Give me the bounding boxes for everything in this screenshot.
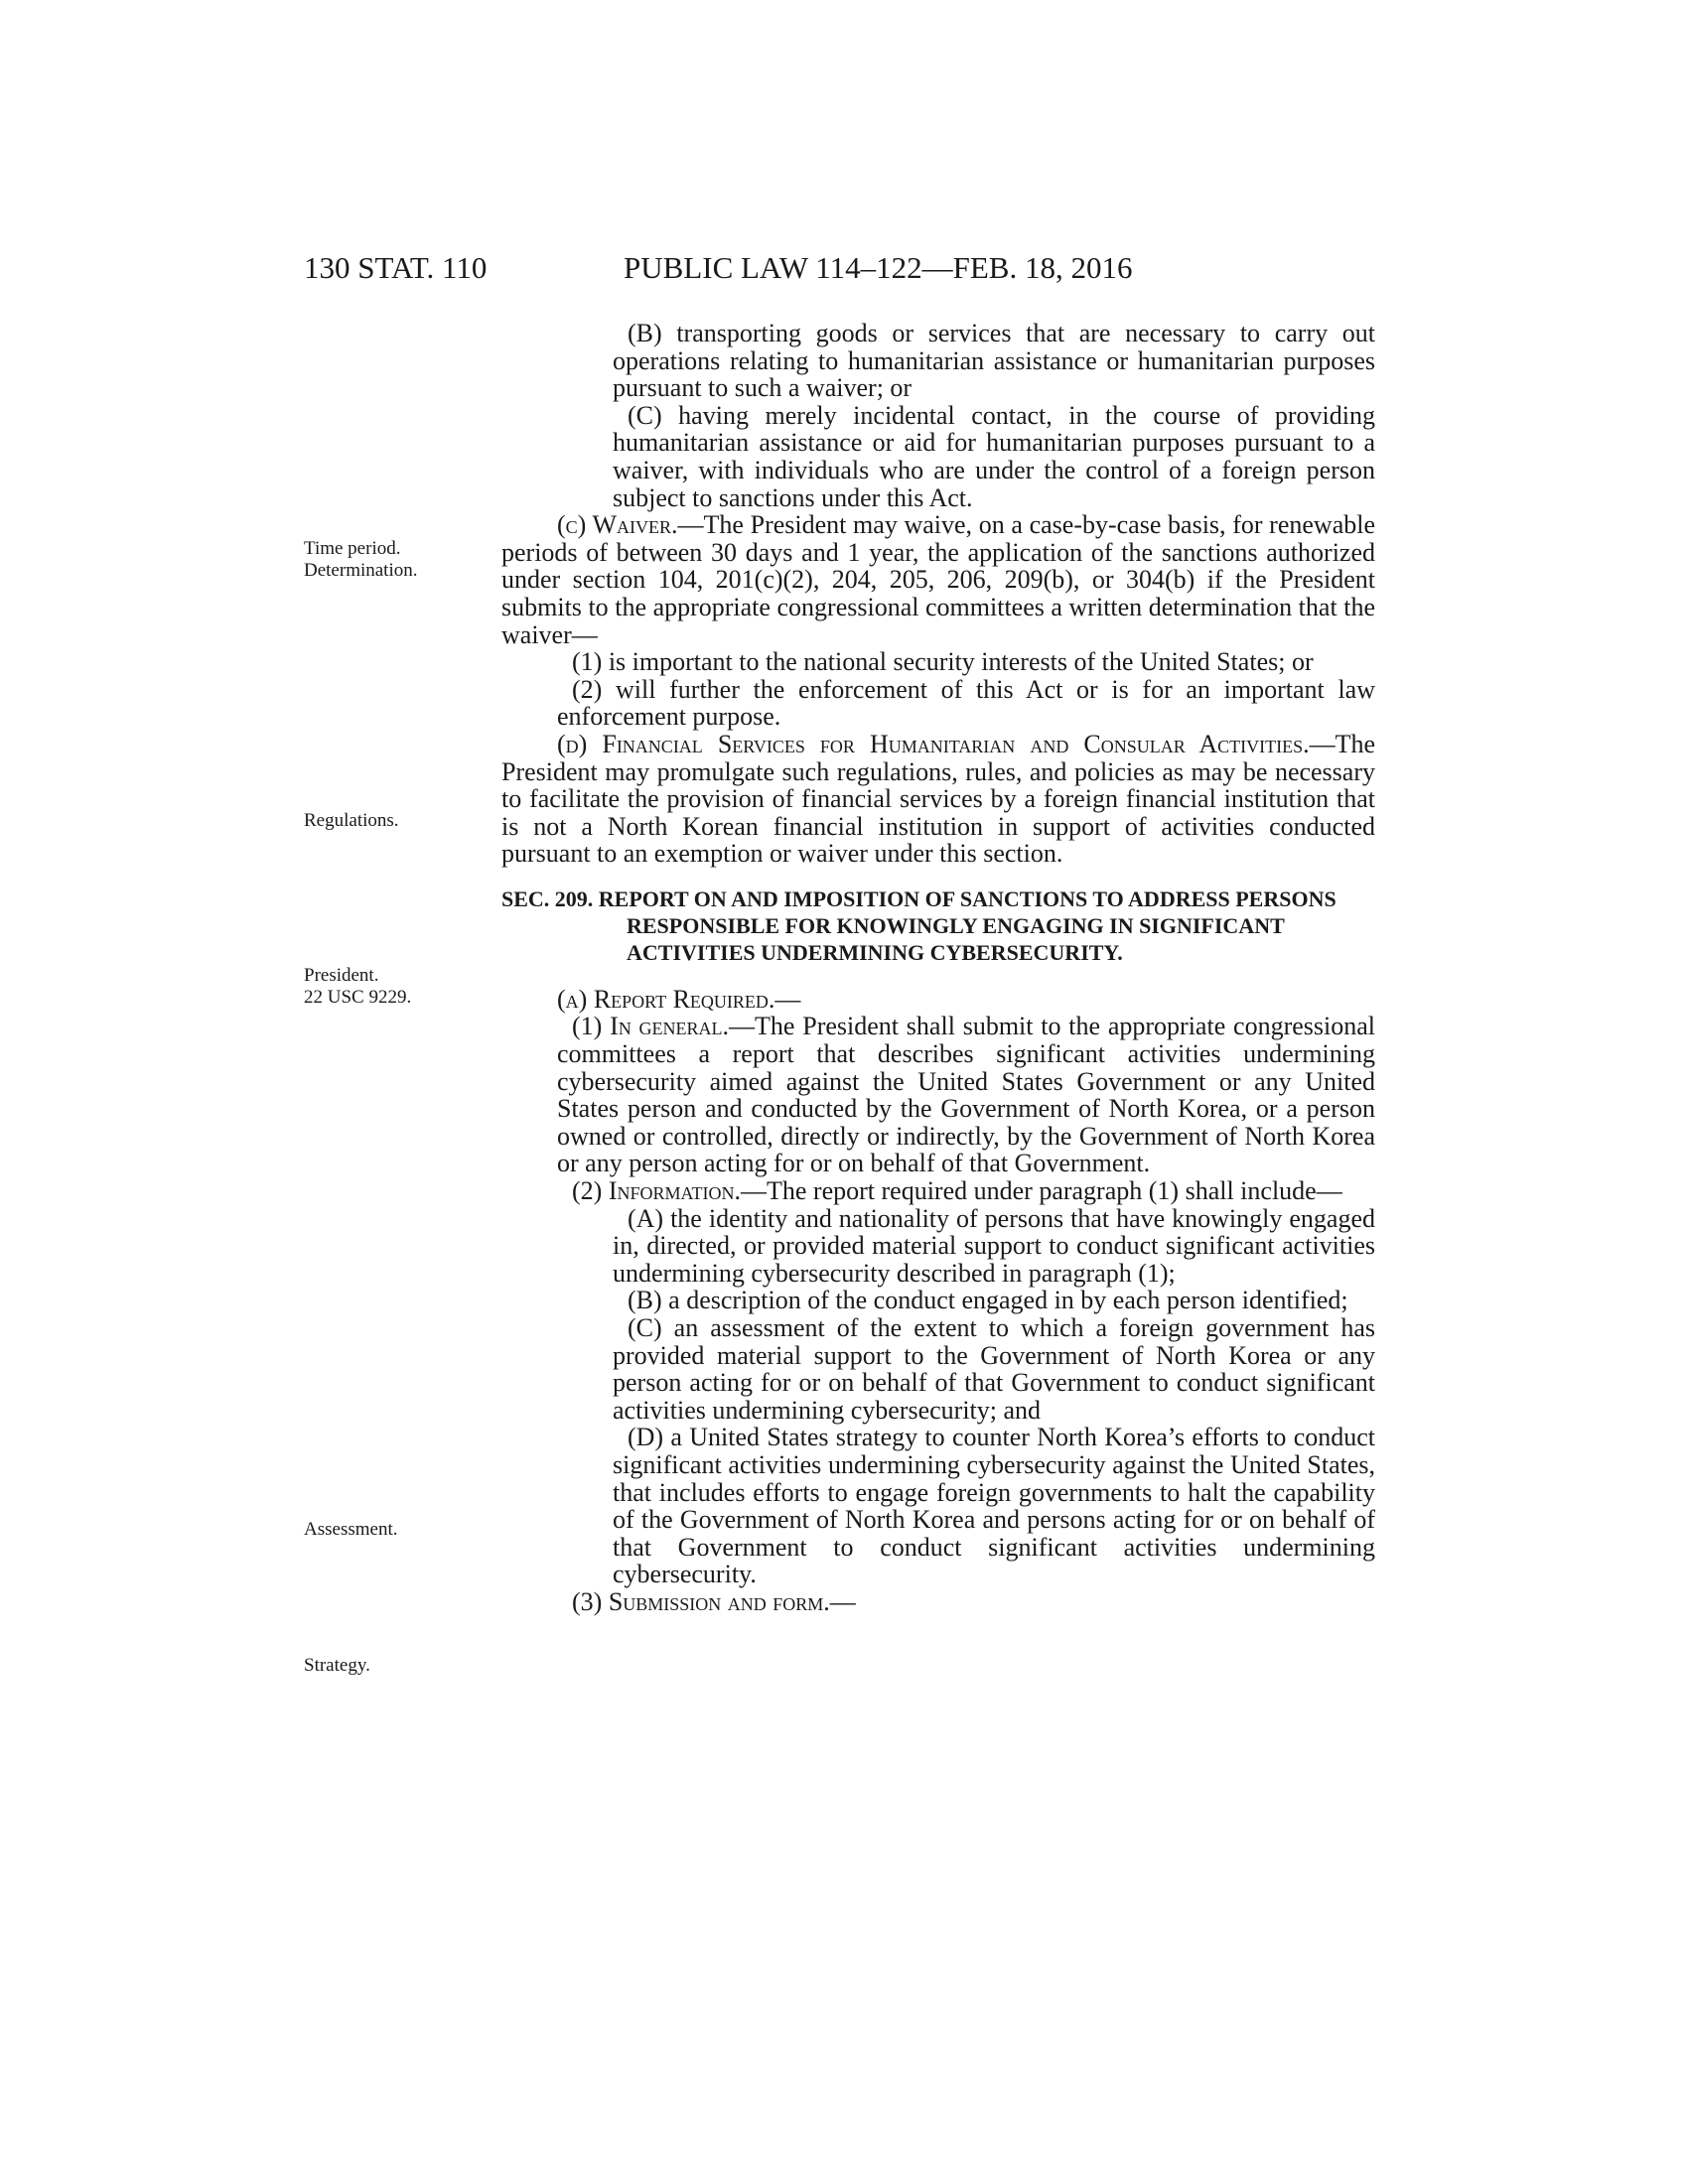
waiver-item-2: (2) will further the enforcement of this Act or is for an important law enforcement purpose. <box>557 674 1375 732</box>
paragraph-3-submission <box>501 1588 1375 1616</box>
subsection-heading: (d) Financial Services for Humanitarian and Consular Activities.— <box>557 729 1336 758</box>
subsection-c-waiver <box>501 511 1375 648</box>
paragraph-c-incidental-contact: (C) having merely incidental contact, in the course of providing humanitarian assistance or aid for humanitarian purposes pursuant to a waiver, with individuals who are under the control of a foreign person subject to sanctions under this Act. <box>613 400 1375 512</box>
stat-page-number: 130 STAT. 110 <box>304 250 488 285</box>
margin-note-line: Time period. <box>304 538 401 559</box>
paragraph-text: The report required under paragraph (1) shall include— <box>767 1176 1342 1206</box>
waiver-item-1: (1) is important to the national security interests of the United States; or <box>572 647 1314 677</box>
subparagraph-b-description: (B) a description of the conduct engaged in by each person identified; <box>628 1286 1348 1315</box>
subsection-d-financial-services <box>501 731 1375 868</box>
paragraph-heading: (2) Information.— <box>572 1176 767 1206</box>
subsection-heading: (c) Waiver.— <box>557 510 704 540</box>
margin-note-line: President. <box>304 965 379 986</box>
margin-note-assessment: Assessment. <box>304 1519 398 1540</box>
page-header <box>304 250 1376 290</box>
subparagraph-c-assessment: (C) an assessment of the extent to which a foreign government has provided material support to the Government of North Korea or any person acting for or on behalf of that Government to conduct significant activities undermining cybersecurity; and <box>613 1313 1375 1425</box>
law-title: PUBLIC LAW 114–122—FEB. 18, 2016 <box>624 250 1133 285</box>
paragraph-heading: (1) In general.— <box>572 1012 756 1041</box>
paragraph-heading: (3) Submission and form.— <box>572 1586 856 1616</box>
paragraph-2-information <box>501 1177 1375 1205</box>
margin-note-time-period <box>304 538 418 582</box>
margin-note-line: 22 USC 9229. <box>304 987 412 1008</box>
subsection-text: The President may promulgate such regulations, rules, and policies as may be necessary to facilitate the provision of financial services by a foreign financial institution that is not a North Korean financial institution in support of activities conducted pursuant to an exemption or waiver under this section. <box>501 729 1375 869</box>
section-209-heading: SEC. 209. REPORT ON AND IMPOSITION OF SANCTIONS TO ADDRESS PERSONS RESPONSIBLE FOR KNOWINGLY ENGAGING IN SIGNIFICANT ACTIVITIES UNDERMINING CYBERSECURITY. <box>501 886 1336 965</box>
margin-note-regulations: Regulations. <box>304 810 399 831</box>
subsection-a-report-required <box>501 986 1375 1014</box>
subsection-heading: (a) Report Required.— <box>557 984 801 1014</box>
margin-note-line: Determination. <box>304 560 418 581</box>
subsection-text: The President may waive, on a case-by-case basis, for renewable periods of between 30 days and 1 year, the application of the sanctions authorized under section 104, 201(c)(2), 204, 205, 206, 209(b), or 304(b) if the President submits to the appropriate congressional committees a written determination that the waiver— <box>501 510 1375 649</box>
document-body <box>501 320 1375 1616</box>
paragraph-1-in-general <box>501 1013 1375 1177</box>
subparagraph-d-strategy: (D) a United States strategy to counter North Korea’s efforts to conduct significant activities undermining cybersecurity against the United States, that includes efforts to engage foreign governments to halt the capability of the Government of North Korea and persons acting for or on behalf of that Government to conduct significant activities undermining cybersecurity. <box>613 1423 1375 1589</box>
subparagraph-a-identity: (A) the identity and nationality of persons that have knowingly engaged in, directed, or provided material support to conduct significant activities undermining cybersecurity described in paragraph (1); <box>613 1203 1375 1288</box>
margin-note-strategy: Strategy. <box>304 1655 370 1676</box>
margin-note-president <box>304 965 411 1009</box>
paragraph-b-transporting: (B) transporting goods or services that are necessary to carry out operations relating to humanitarian assistance or humanitarian purposes pursuant to such a waiver; or <box>613 319 1375 403</box>
paragraph-text: The President shall submit to the appropriate congressional committees a report that describes significant activities undermining cybersecurity aimed against the United States Government or any United States person and conducted by the Government of North Korea, or a person owned or controlled, directly or indirectly, by the Government of North Korea or any person acting for or on behalf of that Government. <box>557 1012 1375 1178</box>
